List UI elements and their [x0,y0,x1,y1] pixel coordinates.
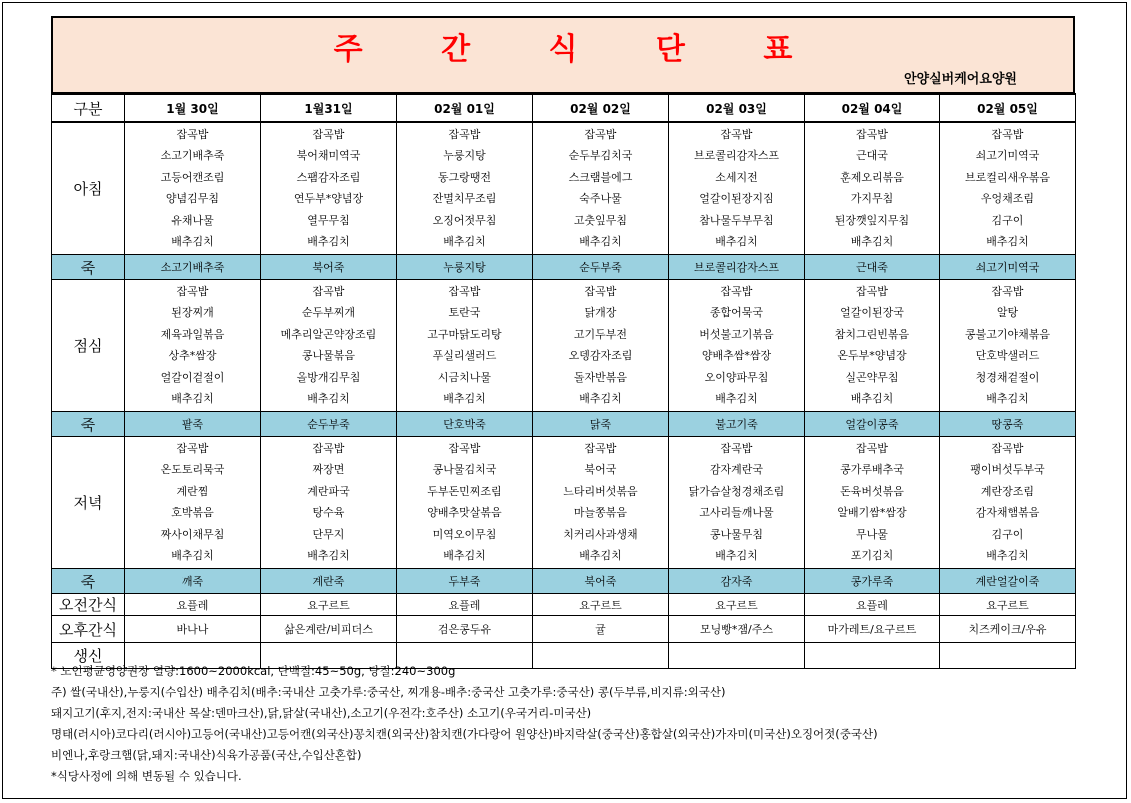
date-header: 1월 30일 [125,94,261,122]
meal-item-list [940,437,1075,568]
menu-item: 소세지전 [715,170,758,184]
menu-item: 치커리사과생채 [563,527,638,541]
menu-item: 브로컬리새우볶음 [964,170,1050,184]
meal-cell [261,280,397,412]
notes-section [51,661,1091,787]
breakfast-row [52,122,1076,255]
menu-cell: 불고기죽 [669,412,805,437]
menu-item: 순두부김치국 [568,149,633,163]
menu-item: 김구이 [991,527,1024,541]
menu-item: 계란장조림 [980,484,1035,498]
menu-item: 순두부찌개 [301,306,356,320]
menu-cell: 요플레 [125,594,261,616]
menu-item: 단무지 [312,527,345,541]
menu-item: 배추김치 [715,548,758,562]
porridge3-row [52,569,1076,594]
menu-item: 잡곡밥 [312,442,345,455]
meal-item-list [805,280,939,411]
menu-item: 계란파국 [307,484,350,498]
menu-cell: 콩가루죽 [805,569,940,594]
meal-item-list [397,123,532,254]
menu-cell: 땅콩죽 [940,412,1076,437]
menu-item: 잡곡밥 [991,285,1024,298]
meal-item-list [397,437,532,568]
date-header: 02월 04일 [805,94,940,122]
menu-item: 스크램블에그 [568,170,633,184]
menu-item: 쇠고기미역국 [975,149,1040,163]
meal-cell [940,280,1076,412]
menu-item: 잡곡밥 [856,285,888,298]
menu-cell: 소고기배추죽 [125,255,261,280]
menu-item: 잡곡밥 [720,442,753,455]
menu-item: 잡곡밥 [448,442,481,455]
menu-cell: 감자죽 [669,569,805,594]
menu-item: 된장깻잎지무침 [834,213,910,227]
menu-cell: 순두부죽 [533,255,669,280]
menu-item: 배추김치 [171,391,214,405]
menu-item: 배추김치 [715,234,758,248]
menu-item: 배추김치 [850,391,894,405]
menu-item: 호박볶음 [171,506,214,520]
note-line: * 노인평균영양권장 열량:1600~2000kcal, 단백질:45~50g, 당질:240~300g [51,664,456,678]
menu-item: 배추김치 [579,391,622,405]
meal-item-list [125,437,260,568]
meal-cell [397,280,533,412]
menu-cell: 계란죽 [261,569,397,594]
menu-item: 얼갈이된장지짐 [699,192,774,206]
menu-item: 잡곡밥 [448,128,481,141]
porridge1-row [52,255,1076,280]
date-header: 02월 01일 [397,94,533,122]
menu-item: 돈육버섯볶음 [840,484,904,498]
menu-item: 단호박샐러드 [975,349,1040,363]
meal-cell [397,122,533,255]
row-label: 저녁 [52,437,125,569]
menu-item: 돌자반볶음 [573,370,628,384]
menu-item: 포기김치 [850,548,894,562]
meal-cell [125,122,261,255]
menu-item: 탕수육 [312,506,345,520]
menu-item: 배추김치 [986,234,1029,248]
menu-item: 브로콜리감자스프 [693,149,779,163]
menu-item: 잡곡밥 [312,285,345,298]
menu-cell: 팥죽 [125,412,261,437]
menu-item: 배추김치 [579,234,622,248]
meal-item-list [940,280,1075,411]
menu-item: 스팸감자조림 [296,170,361,184]
menu-item: 닭가슴살청경채조림 [688,484,785,498]
meal-item-list [261,280,396,411]
menu-cell: 얼갈이콩죽 [805,412,940,437]
menu-cell: 누룽지탕 [397,255,533,280]
menu-item: 오뎅감자조림 [568,349,633,363]
menu-item: 가지무침 [850,192,894,206]
menu-item: 잡곡밥 [991,442,1024,455]
menu-item: 콩나물김치국 [432,463,497,477]
row-label: 점심 [52,280,125,412]
menu-cell: 치즈케이크/우유 [940,616,1076,643]
meal-cell [805,122,940,255]
meal-item-list [805,123,939,254]
row-label: 생신 [52,643,125,669]
meal-cell [261,122,397,255]
menu-item: 배추김치 [443,391,486,405]
meal-item-list [261,437,396,568]
meal-cell [533,122,669,255]
meal-item-list [125,280,260,411]
menu-item: 배추김치 [307,548,350,562]
menu-item: 시금치나물 [437,370,492,384]
menu-cell: 단호박죽 [397,412,533,437]
menu-item: 잡곡밥 [584,285,617,298]
menu-item: 잡곡밥 [856,128,888,141]
menu-item: 상추*쌈장 [168,349,217,363]
meal-item-list [397,280,532,411]
menu-item: 알탕 [996,306,1019,320]
menu-item: 종합어묵국 [709,306,764,320]
menu-item: 배추김치 [171,234,214,248]
menu-item: 연두부*양념장 [293,192,364,206]
menu-item: 청경채겉절이 [975,370,1040,384]
menu-item: 닭개장 [584,306,617,320]
menu-item: 우엉채조림 [980,192,1035,206]
meal-item-list [669,437,804,568]
menu-item: 느타리버섯볶음 [563,484,638,498]
porridge2-row [52,412,1076,437]
menu-item: 고사리들깨나물 [699,506,774,520]
meal-cell [669,122,805,255]
menu-item: 마늘쫑볶음 [573,506,628,520]
menu-cell: 요플레 [805,594,940,616]
row-label: 오후간식 [52,616,125,643]
menu-item: 잡곡밥 [720,285,753,298]
menu-item: 짜사이채무침 [160,527,225,541]
menu-cell: 깨죽 [125,569,261,594]
menu-cell: 삶은계란/비피더스 [261,616,397,643]
pm-snack-row [52,616,1076,643]
menu-cell: 검은콩두유 [397,616,533,643]
meal-cell [397,437,533,569]
menu-cell: 쇠고기미역국 [940,255,1076,280]
menu-item: 잡곡밥 [720,128,753,141]
date-header: 02월 02일 [533,94,669,122]
menu-cell: 순두부죽 [261,412,397,437]
menu-cell: 바나나 [125,616,261,643]
note-line: 명태(러시아)코다리(러시아)고등어(국내산)고등어캔(외국산)꽁치캔(외국산)참치캔(가다랑어 원양산)바지락살(중국산)홍합살(외국산)가자미(미국산)오징어젓(중국산) [51,727,878,741]
meal-item-list [533,123,668,254]
menu-item: 열무무침 [307,213,350,227]
meal-cell [125,280,261,412]
menu-item: 고춧잎무침 [573,213,628,227]
category-header: 구분 [52,94,125,122]
menu-cell: 요구르트 [533,594,669,616]
am-snack-row [52,594,1076,616]
menu-item: 된장찌개 [171,306,214,320]
menu-item: 잡곡밥 [856,442,888,455]
menu-item: 참나물두부무침 [699,213,774,227]
menu-cell: 귤 [533,616,669,643]
menu-item: 잡곡밥 [176,442,209,455]
row-label: 오전간식 [52,594,125,616]
menu-item: 잡곡밥 [176,285,209,298]
menu-item: 콩나물무침 [709,527,764,541]
menu-item: 배추김치 [579,548,622,562]
menu-item: 배추김치 [986,391,1029,405]
meal-item-list [669,123,804,254]
menu-item: 얼갈이된장국 [840,306,904,320]
menu-item: 무나물 [856,527,888,541]
menu-item: 푸실리샐러드 [432,349,497,363]
dinner-row [52,437,1076,569]
menu-item: 배추김치 [850,234,894,248]
meal-cell [805,280,940,412]
menu-item: 감자채햄볶음 [975,506,1040,520]
menu-item: 잡곡밥 [176,128,209,141]
menu-cell: 마가레트/요구르트 [805,616,940,643]
menu-item: 콩불고기야채볶음 [964,327,1050,341]
menu-item: 고구마닭도리탕 [427,327,502,341]
menu-item: 메추리알곤약장조림 [280,327,377,341]
menu-item: 김구이 [991,213,1024,227]
menu-item: 버섯불고기볶음 [699,327,774,341]
menu-item: 팽이버섯두부국 [970,463,1045,477]
menu-item: 양배추맛살볶음 [427,506,502,520]
date-header: 02월 05일 [940,94,1076,122]
menu-item: 배추김치 [443,548,486,562]
menu-item: 동그랑땡전 [437,170,492,184]
meal-cell [940,437,1076,569]
note-line: 돼지고기(후지,전지:국내산 목살:덴마크산),닭,닭살(국내산),소고기(우전각:호주산) 소고기(우국거리-미국산) [51,706,592,720]
menu-item: 잡곡밥 [991,128,1024,141]
menu-item: 올방개김무침 [296,370,361,384]
menu-item: 북어국 [584,463,617,477]
menu-cell: 두부죽 [397,569,533,594]
meal-cell [533,280,669,412]
row-label: 죽 [52,255,125,280]
menu-item: 오징어젓무침 [432,213,497,227]
menu-item: 감자계란국 [709,463,764,477]
meal-item-list [261,123,396,254]
menu-item: 양념김무침 [165,192,220,206]
menu-item: 미역오이무침 [432,527,497,541]
menu-item: 고등어캔조림 [160,170,225,184]
date-header: 1월31일 [261,94,397,122]
row-label: 죽 [52,412,125,437]
menu-item: 근대국 [856,149,888,163]
menu-item: 콩가루배추국 [840,463,904,477]
date-header: 02월 03일 [669,94,805,122]
menu-cell: 모닝빵*잼/주스 [669,616,805,643]
meal-item-list [805,437,939,568]
meal-cell [669,280,805,412]
meal-item-list [533,437,668,568]
menu-cell: 요구르트 [940,594,1076,616]
menu-item: 고기두부전 [573,327,628,341]
note-line: 주) 쌀(국내산),누룽지(수입산) 배추김치(배추:국내산 고춧가루:중국산, 찌개용-배추:중국산 고춧가루:중국산) 콩(두부류,비지류:외국산) [51,685,726,699]
menu-item: 잡곡밥 [312,128,345,141]
menu-item: 잡곡밥 [584,128,617,141]
menu-item: 북어채미역국 [296,149,361,163]
page-title: 주 간 식 단 표 [333,32,827,67]
note-line: *식당사정에 의해 변동될 수 있습니다. [51,769,242,783]
meal-cell [669,437,805,569]
menu-cell: 브로콜리감자스프 [669,255,805,280]
menu-item: 두부돈민찌조림 [427,484,502,498]
menu-item: 누룽지탕 [443,149,486,163]
menu-item: 배추김치 [715,391,758,405]
menu-cell: 요구르트 [261,594,397,616]
menu-cell: 요플레 [397,594,533,616]
menu-cell: 닭죽 [533,412,669,437]
organization-name: 안양실버케어요양원 [903,72,1017,87]
meal-cell [533,437,669,569]
menu-item: 참치그린빈볶음 [834,327,910,341]
meal-item-list [669,280,804,411]
menu-item: 잔멸치무조림 [432,192,497,206]
meal-cell [805,437,940,569]
menu-item: 잡곡밥 [584,442,617,455]
menu-item: 훈제오리볶음 [840,170,904,184]
menu-item: 배추김치 [171,548,214,562]
menu-cell: 북어죽 [533,569,669,594]
menu-cell: 근대죽 [805,255,940,280]
menu-item: 온도토리묵국 [160,463,225,477]
menu-item: 유채나물 [171,213,214,227]
meal-cell [940,122,1076,255]
meal-item-list [533,280,668,411]
menu-item: 배추김치 [307,234,350,248]
menu-item: 배추김치 [307,391,350,405]
menu-item: 숙주나물 [579,192,622,206]
menu-item: 배추김치 [986,548,1029,562]
weekly-menu-table [51,93,1076,669]
menu-item: 계란찜 [176,484,209,498]
menu-item: 오이양파무침 [704,370,769,384]
meal-item-list [125,123,260,254]
menu-item: 짜장면 [312,463,345,477]
menu-item: 소고기배추죽 [160,149,225,163]
meal-item-list [940,123,1075,254]
menu-item: 얼갈이겉절이 [160,370,225,384]
row-label: 죽 [52,569,125,594]
menu-item: 실곤약무침 [845,370,899,384]
note-line: 비엔나,후랑크햄(닭,돼지:국내산)식육가공품(국산,수입산혼합) [51,748,362,762]
lunch-row [52,280,1076,412]
menu-item: 토란국 [448,306,481,320]
row-label: 아침 [52,122,125,255]
title-banner [51,16,1075,94]
meal-cell [261,437,397,569]
menu-item: 알배기쌈*쌈장 [837,506,907,520]
menu-item: 잡곡밥 [448,285,481,298]
header-row [52,94,1076,122]
menu-item: 온두부*양념장 [837,349,907,363]
menu-item: 제육과일볶음 [160,327,225,341]
menu-cell: 요구르트 [669,594,805,616]
menu-cell: 북어죽 [261,255,397,280]
menu-item: 배추김치 [443,234,486,248]
menu-item: 콩나물볶음 [301,349,356,363]
menu-item: 양배추쌈*쌈장 [701,349,772,363]
meal-cell [125,437,261,569]
menu-cell: 계란얼갈이죽 [940,569,1076,594]
